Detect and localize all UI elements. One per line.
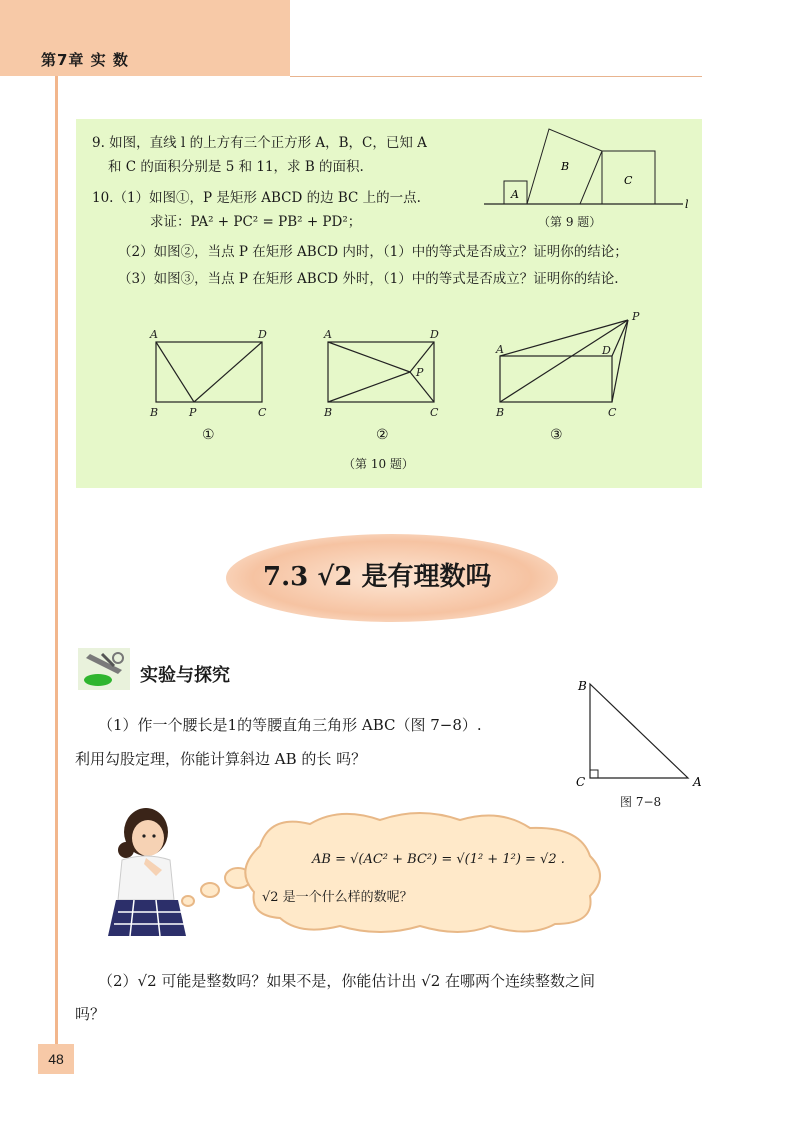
- question-10-line-4: （3）如图③，当点 P 在矩形 ABCD 外时，（1）中的等式是否成立？证明你的结论.: [118, 271, 619, 287]
- question-10-line-3: （2）如图②，当点 P 在矩形 ABCD 内时，（1）中的等式是否成立？证明你的结论；: [118, 244, 628, 260]
- fig1-label-b: B: [150, 406, 159, 419]
- paragraph-1-line-2: 利用勾股定理，你能计算斜边 AB 的长 吗？: [75, 750, 367, 768]
- paragraph-2-line-2: 吗？: [75, 1005, 106, 1023]
- margin-bar: [55, 76, 58, 1046]
- figure-10-label-3: ③: [550, 427, 563, 443]
- fig2-label-p: P: [416, 366, 424, 379]
- fig1-label-c: C: [258, 406, 267, 419]
- triangle-label-a: A: [693, 775, 702, 789]
- thought-bubble: [170, 806, 615, 936]
- question-10-line-1: 10.（1）如图①，P 是矩形 ABCD 的边 BC 上的一点.: [92, 190, 421, 206]
- fig2-label-d: D: [430, 328, 439, 341]
- figure-9-caption: （第 9 题）: [538, 215, 602, 229]
- paragraph-2-line-1: （2）√2 可能是整数吗？如果不是，你能估计出 √2 在哪两个连续整数之间: [98, 972, 596, 990]
- fig1-label-a: A: [150, 328, 158, 341]
- fig1-label-p: P: [189, 406, 197, 419]
- figure-7-8-triangle: [574, 676, 704, 791]
- page-number: 48: [38, 1044, 74, 1074]
- experiment-icon: [78, 648, 130, 690]
- figure-question-9: [478, 124, 698, 214]
- fig3-label-b: B: [496, 406, 505, 419]
- fig3-label-a: A: [496, 343, 504, 356]
- figure-10-label-2: ②: [376, 427, 389, 443]
- fig2-label-c: C: [430, 406, 439, 419]
- fig3-label-d: D: [602, 344, 611, 357]
- label-square-c: C: [624, 174, 633, 187]
- header-rule: [290, 76, 702, 77]
- section-title: 7.3 √2 是有理数吗: [263, 562, 492, 592]
- figure-10-label-1: ①: [202, 427, 215, 443]
- fig2-label-a: A: [324, 328, 332, 341]
- fig3-label-c: C: [608, 406, 617, 419]
- fig2-label-b: B: [324, 406, 333, 419]
- question-9-line-1: 9. 如图，直线 l 的上方有三个正方形 A，B，C，已知 A: [92, 135, 427, 151]
- label-line-l: l: [685, 198, 689, 211]
- triangle-label-c: C: [576, 775, 586, 789]
- triangle-label-b: B: [578, 679, 587, 693]
- label-square-b: B: [561, 160, 570, 173]
- figure-10-caption: （第 10 题）: [343, 457, 414, 471]
- bubble-question: √2 是一个什么样的数呢？: [262, 890, 413, 905]
- fig1-label-d: D: [258, 328, 267, 341]
- bubble-formula: AB = √(AC² + BC²) = √(1² + 1²) = √2 .: [312, 852, 565, 867]
- paragraph-1-line-1: （1）作一个腰长是1的等腰直角三角形 ABC（图 7−8）.: [98, 716, 482, 734]
- fig3-label-p: P: [632, 310, 640, 323]
- question-9-line-2: 和 C 的面积分别是 5 和 11，求 B 的面积.: [108, 159, 364, 175]
- figure-question-10: [140, 308, 650, 423]
- question-10-line-2: 求证：PA² + PC² = PB² + PD²；: [150, 214, 362, 230]
- figure-7-8-caption: 图 7−8: [620, 795, 662, 809]
- label-square-a: A: [511, 188, 519, 201]
- explore-heading: 实验与探究: [140, 665, 230, 686]
- chapter-title: 第7章 实 数: [41, 51, 129, 69]
